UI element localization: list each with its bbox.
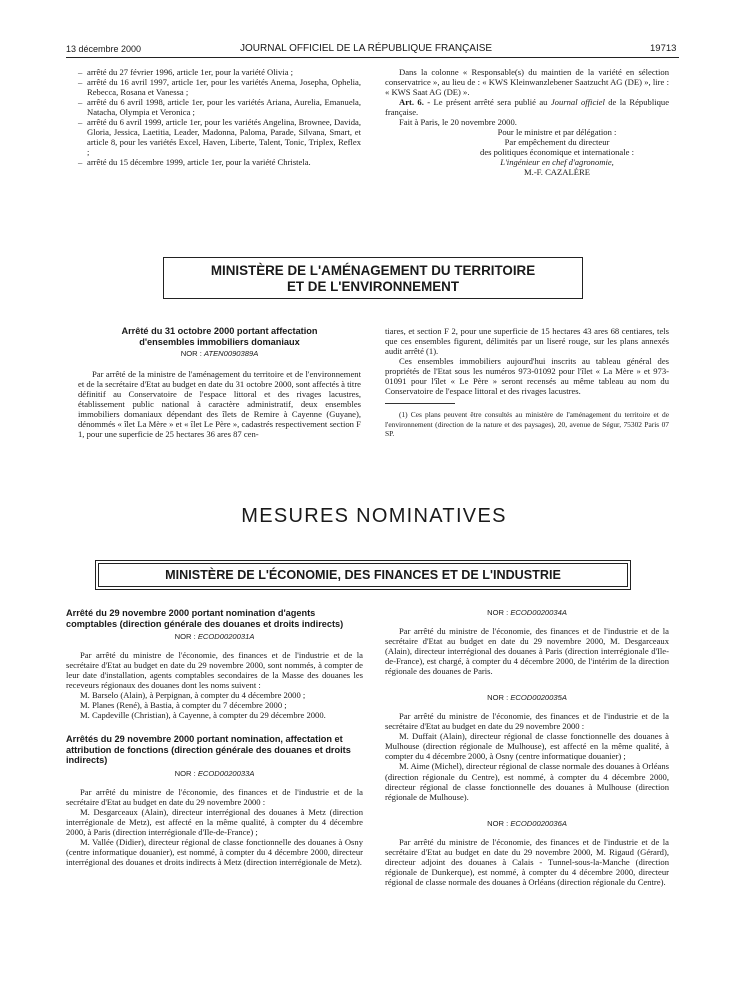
nominee: M. Planes (René), à Bastia, à compter du 7 décembre 2000 ; — [80, 700, 287, 711]
paragraph: M. Duffait (Alain), directeur régional de classe fonctionnelle des douanes à Mulhouse (direction régionale de Mulhouse), est affecté en la même qualité, à compter du 4 décembre 2000, à Osny (centre informatique douanier) ; — [385, 731, 669, 762]
list-item: – arrêté du 16 avril 1997, article 1er, pour les variétés Anema, Josepha, Ophelia, Rebecca, Rosana et Vanessa ; — [78, 77, 361, 97]
footnote: (1) Ces plans peuvent être consultés au ministère de l'aménagement du territoire et de l'environnement (direction de la nature et des paysages), 20, avenue de Ségur, 75302 Paris 07 SP. — [385, 410, 669, 439]
nor-reference — [66, 769, 363, 778]
paragraph: tiares, et section F 2, pour une superficie de 15 hectares 43 ares 68 centiares, tels que ces ensembles figurent, délimités par un liseré rouge, sur les plans annexés audit arrêté (1). — [385, 326, 669, 357]
nor-code: ATEN0090389A — [203, 349, 259, 358]
signature-line: Pour le ministre et par délégation : — [497, 127, 617, 138]
footnote-rule — [385, 403, 455, 404]
nor-code: ECOD0020035A — [510, 693, 567, 703]
lower-right-column — [385, 608, 669, 887]
article-label: Art. 6. - — [399, 97, 431, 108]
top-right-text — [385, 67, 669, 178]
paragraph: Par arrêté du ministre de l'économie, des finances et de l'industrie et de la secrétaire d'Etat au budget en date du 29 novembre 2000 : — [66, 786, 363, 807]
paragraph: M. Aime (Michel), directeur régional de classe normale des douanes à Orléans (direction régionale du Centre), est nommé, à compter du 4 décembre 2000, directeur régional de classe fonctionnelle des douanes à Mulhouse (direction régionale de Mulhouse). — [385, 761, 669, 802]
paragraph: Dans la colonne « Responsable(s) du maintien de la variété en sélection conservatrice », au lieu de : « KWS Kleinwanzlebener Saatzucht AG (DE) », lire : « KWS Saat AG (DE) ». — [385, 67, 669, 98]
nor-label: NOR : — [174, 768, 198, 778]
ministry-title: MINISTÈRE DE L'ÉCONOMIE, DES FINANCES ET DE L'INDUSTRIE — [165, 568, 561, 582]
article-text-end: de la République française. — [385, 97, 670, 118]
nor-reference — [385, 693, 669, 702]
list-item: – arrêté du 6 avril 1998, article 1er, pour les variétés Ariana, Aurelia, Emanuela, Natacha, Olympia et Veronica ; — [78, 97, 361, 117]
signature-name: M.-F. CAZALÉRE — [524, 167, 590, 178]
signature-line: L'ingénieur en chef d'agronomie, — [500, 157, 614, 168]
fait-line: Fait à Paris, le 20 novembre 2000. — [399, 117, 517, 128]
nor-code: ECOD0020036A — [510, 818, 567, 828]
paragraph: Par arrêté du ministre de l'économie, des finances et de l'industrie et de la secrétaire d'Etat au budget en date du 29 novembre 2000, M. Desgarceaux (Alain), directeur interrégional des douanes à Paris (direction interrégionale d'Ile-de-France), est chargé, à compter du 4 décembre 2000, de l'intérim de la direction régionale des douanes de Paris. — [385, 626, 669, 677]
decree-1-right — [385, 326, 669, 439]
paragraph: Ces ensembles immobiliers aujourd'hui inscrits au tableau général des propriétés de l'Etat sous les numéros 973-01092 pour l'îlet « La Mère » et 973-01091 pour l'îlet « Le Père » seront recensés au même tableau au nom du Conservatoire de l'espace littoral et des rivages lacustres. — [385, 356, 669, 397]
nor-code: ECOD0020034A — [510, 608, 567, 617]
paragraph: M. Vallée (Didier), directeur régional de classe fonctionnelle des douanes à Osny (centre informatique douanier), est nommé, à compter du 4 décembre 2000, directeur interrégional des douanes et droits indirects à Metz (direction interrégionale de Metz). — [66, 837, 363, 868]
nor-reference — [385, 819, 669, 828]
ministry-box-economie — [98, 563, 628, 587]
decree-title: Arrêté du 29 novembre 2000 portant nomination d'agents comptables (direction générale des douanes et droits indirects) — [66, 608, 344, 629]
journal-title: JOURNAL OFFICIEL DE LA RÉPUBLIQUE FRANÇAISE — [240, 43, 493, 54]
nor-label: NOR : — [487, 693, 511, 703]
decree-1-left — [78, 326, 361, 439]
list-item: – arrêté du 15 décembre 1999, article 1er, pour la variété Christela. — [78, 157, 361, 167]
nor-reference — [78, 349, 361, 358]
nor-code: ECOD0020033A — [197, 768, 255, 778]
decree-title: Arrêté du 31 octobre 2000 portant affectation d'ensembles immobiliers domaniaux — [121, 326, 318, 347]
nor-label: NOR : — [174, 632, 198, 641]
top-left-list — [78, 67, 361, 167]
nominee: M. Capdeville (Christian), à Cayenne, à compter du 29 décembre 2000. — [80, 710, 326, 721]
paragraph: Par arrêté du ministre de l'économie, des finances et de l'industrie et de la secrétaire d'Etat au budget en date du 29 novembre 2000, sont nommés, à compter de leur date d'installation, agents comptables secondaires de la Masse des douanes les receveurs régionaux des douanes dont les noms suivent : — [66, 650, 363, 691]
decree-title: Arrêtés du 29 novembre 2000 portant nomination, affectation et attribution de fonctions (direction générale des douanes et droits indirects) — [66, 734, 351, 766]
paragraph: Par arrêté du ministre de l'économie, des finances et de l'industrie et de la secrétaire d'Etat au budget en date du 29 novembre 2000, M. Rigaud (Gérard), directeur adjoint des douanes à Calais - Tunnel-sous-la-Manche (direction régionale de Dunkerque), est nommé, à compter du 4 décembre 2000, directeur régional de classe normale des douanes à Orléans (direction régionale du Centre). — [385, 836, 669, 887]
ministry-box-amenagement — [163, 257, 583, 299]
paragraph: Par arrêté de la ministre de l'aménagement du territoire et de l'environnement et de la secrétaire d'Etat au budget en date du 31 octobre 2000, sont affectés à titre définitif au Conservatoire de l'espace littoral et des rivages lacustres, établissement public national à caractère administratif, deux ensembles immobiliers domaniaux dépendant des îlets de Remire à Cayenne (Guyane), dénommés « îlet La Mère » et « îlet Le Père », cadastrés respectivement section F 1, pour une superficie de 25 hectares 36 ares 87 cen- — [78, 369, 361, 440]
nominee: M. Barselo (Alain), à Perpignan, à compter du 4 décembre 2000 ; — [80, 690, 306, 701]
article-6 — [385, 97, 669, 117]
section-title: MESURES NOMINATIVES — [241, 505, 507, 527]
signature-line: des politiques économique et internationale : — [480, 147, 634, 158]
nor-label: NOR : — [180, 349, 204, 358]
header-rule — [66, 57, 679, 58]
header-date: 13 décembre 2000 — [66, 44, 142, 54]
nor-label: NOR : — [487, 818, 511, 828]
nor-reference — [66, 632, 363, 641]
lower-left-column — [66, 608, 363, 867]
list-item: – arrêté du 27 février 1996, article 1er, pour la variété Olivia ; — [78, 67, 361, 77]
paragraph: M. Desgarceaux (Alain), directeur interrégional des douanes à Metz (direction interrégionale de Metz), est affecté en la même qualité, à compter du 4 décembre 2000, à Paris (direction interrégionale d'Ile-de-France) ; — [66, 806, 363, 838]
nor-code: ECOD0020031A — [197, 632, 255, 641]
ministry-title-line1: MINISTÈRE DE L'AMÉNAGEMENT DU TERRITOIRE — [210, 263, 536, 278]
signature-line: Par empêchement du directeur — [504, 137, 610, 148]
nor-reference — [385, 608, 669, 617]
paragraph: Par arrêté du ministre de l'économie, des finances et de l'industrie et de la secrétaire d'Etat au budget en date du 29 novembre 2000 : — [385, 711, 669, 732]
article-text: Le présent arrêté sera publié au — [430, 97, 551, 108]
list-item: – arrêté du 6 avril 1999, article 1er, pour les variétés Angelina, Brownee, Davida, Gloria, Jessica, Laetitia, Leader, Madonna, Paloma, Parade, Silvana, Smart, et article 8, pour les variétés Excel, Haven, Liberte, Talent, Tonic, Triplex, Reflex ; — [78, 117, 361, 157]
nor-label: NOR : — [487, 608, 511, 617]
page-number: 19713 — [650, 43, 677, 54]
ministry-title-line2: ET DE L'ENVIRONNEMENT — [286, 279, 460, 294]
journal-reference: Journal officiel — [550, 97, 605, 108]
